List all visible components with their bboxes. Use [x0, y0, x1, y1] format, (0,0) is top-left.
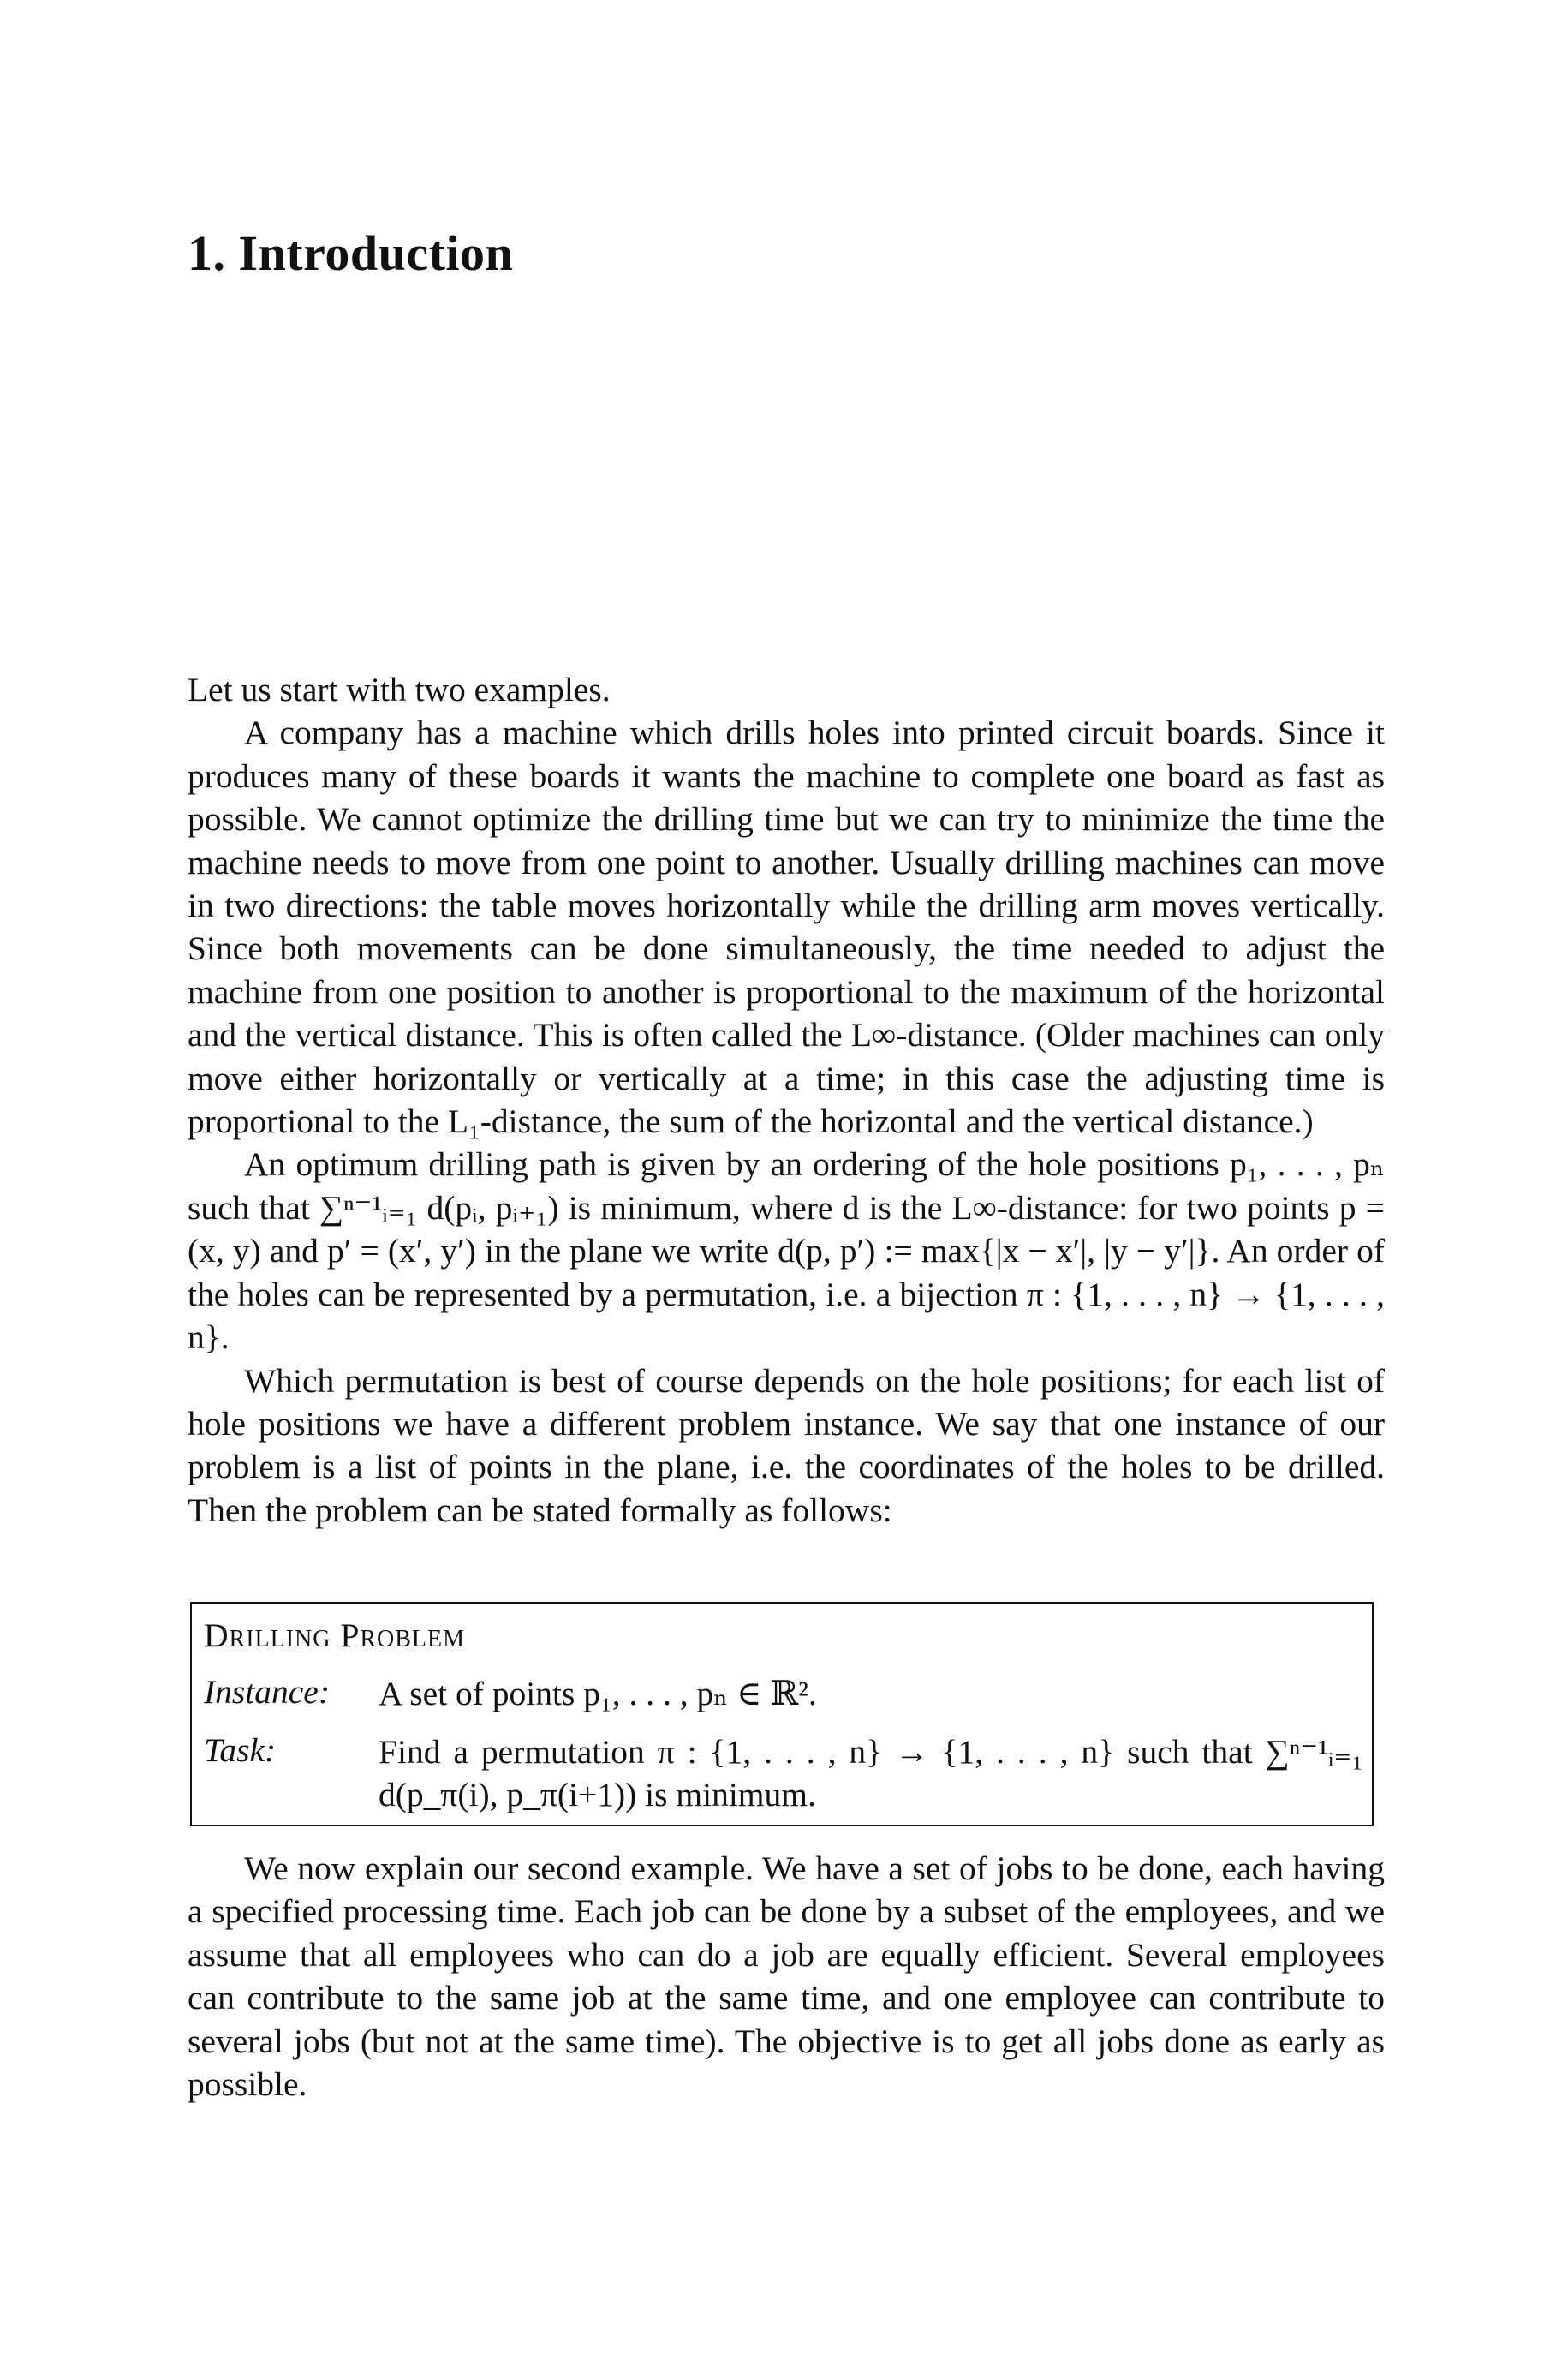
problem-definition-box: [190, 1602, 1374, 1826]
paragraph-optimum-path: An optimum drilling path is given by an ordering of the hole positions p₁, . . . , pₙ such that ∑ⁿ⁻¹ᵢ₌₁ d(pᵢ, pᵢ₊₁) is minimum, where d is the L∞-distance: for two points p = (x, y) and p′ = (x′, y′) in the plane we write d(p, p′) := max{|x − x′|, |y − y′|}. An order of the holes can be represented by a permutation, i.e. a bijection π : {1, . . . , n} → {1, . . . , n}.: [188, 1145, 1385, 1357]
instance-label: Instance:: [204, 1673, 330, 1711]
paragraph-second-example: We now explain our second example. We have a set of jobs to be done, each having a specified processing time. Each job can be done by a subset of the employees, and we assume that all employees who can do a job are equally efficient. Several employees can contribute to the same job at the same time, and one employee can contribute to several jobs (but not at the same time). The objective is to get all jobs done as early as possible.: [188, 1849, 1385, 2104]
paragraph-problem-instance: Which permutation is best of course depends on the hole positions; for each list of hole positions we have a different problem instance. We say that one instance of our problem is a list of points in the plane, i.e. the coordinates of the holes to be drilled. Then the problem can be stated formally as follows:: [188, 1361, 1385, 1529]
instance-text: A set of points p₁, . . . , pₙ ∈ ℝ².: [379, 1675, 817, 1712]
intro-body: [188, 668, 1385, 1532]
task-text: Find a permutation π : {1, . . . , n} → {1, . . . , n} such that ∑ⁿ⁻¹ᵢ₌₁ d(p_π(i), p_π(i+1)) is minimum.: [379, 1733, 1363, 1813]
paragraph-drilling-machine: A company has a machine which drills holes into printed circuit boards. Since it produces many of these boards it wants the machine to complete one board as fast as possible. We cannot optimize the drilling time but we can try to minimize the time the machine needs to move from one point to another. Usually drilling machines can move in two directions: the table moves horizontally while the drilling arm moves vertically. Since both movements can be done simultaneously, the time needed to adjust the machine from one position to another is proportional to the maximum of the horizontal and the vertical distance. This is often called the L∞-distance. (Older machines can only move either horizontally or vertically at a time; in this case the adjusting time is proportional to the L₁-distance, the sum of the horizontal and the vertical distance.): [188, 714, 1385, 1141]
chapter-title: 1. Introduction: [188, 225, 514, 281]
paragraph-intro: Let us start with two examples.: [188, 671, 611, 708]
second-example-body: [188, 1847, 1385, 2106]
problem-title: Drilling Problem: [204, 1616, 466, 1654]
task-label: Task:: [204, 1731, 277, 1769]
